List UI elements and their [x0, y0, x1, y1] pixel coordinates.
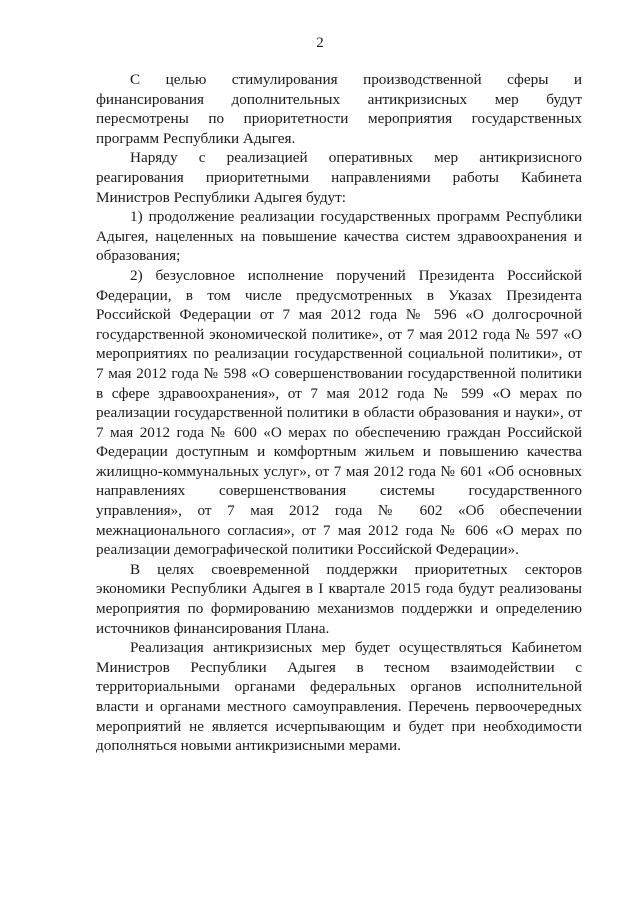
paragraph-stimulation-measures: С целью стимулирования производственной сферы и финансирования дополнительных антикризисных мер будут пересмотрены по приоритетности мероприятия государственных программ Республики Адыгея.: [96, 71, 582, 147]
page-number: 2: [316, 35, 324, 51]
paragraph-item-2-presidential-decrees: 2) безусловное исполнение поручений Президента Российской Федерации, в том числе предусмотренных в Указах Президента Российской Федерации от 7 мая 2012 года № 596 «О долгосрочной государственной экономической политике», от 7 мая 2012 года № 597 «О мероприятиях по реализации государственной социальной политики», от 7 мая 2012 года № 598 «О совершенствовании государственной политики в сфере здравоохранения», от 7 мая 2012 года № 599 «О мерах по реализации государственной политики в области образования и науки», от 7 мая 2012 года № 600 «О мерах по обеспечению граждан Российской Федерации доступным и комфортным жильем и повышению качества жилищно-коммунальных услуг», от 7 мая 2012 года № 601 «Об основных направлениях совершенствования системы государственного управления», от 7 мая 2012 года № 602 «Об обеспечении межнационального согласия», от 7 мая 2012 года № 606 «О мерах по реализации демографической политики Российской Федерации».: [96, 266, 582, 559]
paragraph-support-priority-sectors: В целях своевременной поддержки приоритетных секторов экономики Республики Адыгея в I квартале 2015 года будут реализованы мероприятия по формированию механизмов поддержки и определению источников финансирования Плана.: [96, 560, 582, 637]
paragraph-priority-directions: Наряду с реализацией оперативных мер антикризисного реагирования приоритетными направлениями работы Кабинета Министров Республики Адыгея будут:: [96, 149, 582, 206]
document-body: [96, 70, 582, 756]
paragraph-item-1-state-programs: 1) продолжение реализации государственных программ Республики Адыгея, нацеленных на повышение качества систем здравоохранения и образования;: [96, 208, 582, 265]
paragraph-implementation: Реализация антикризисных мер будет осуществляться Кабинетом Министров Республики Адыгея в тесном взаимодействии с территориальными органами федеральных органов исполнительной власти и органами местного самоуправления. Перечень первоочередных мероприятий не является исчерпывающим и будет при необходимости дополняться новыми антикризисными мерами.: [96, 639, 582, 755]
